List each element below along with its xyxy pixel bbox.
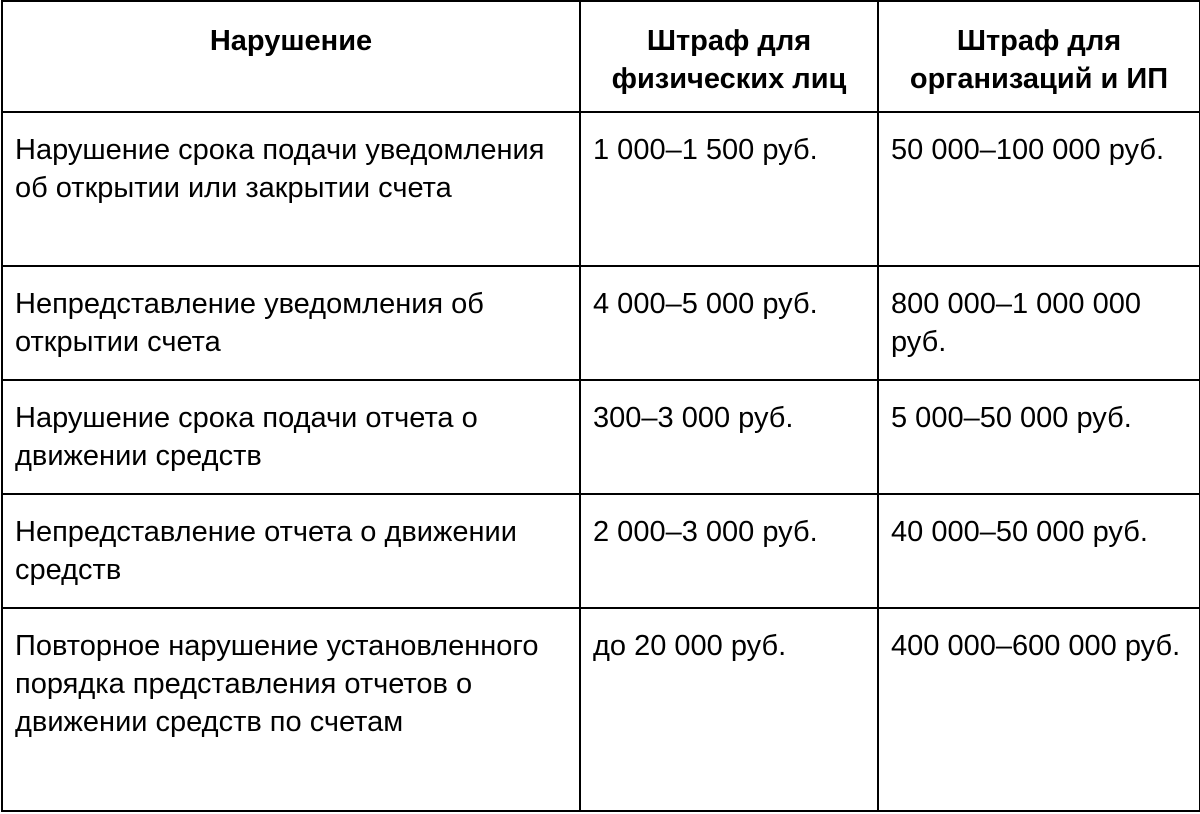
cell-fine-organizations: 50 000–100 000 руб.	[878, 112, 1200, 266]
table-row	[2, 112, 1200, 266]
cell-fine-organizations: 400 000–600 000 руб.	[878, 608, 1200, 811]
header-fine-individuals: Штраф для физических лиц	[580, 1, 878, 112]
cell-fine-individuals: 4 000–5 000 руб.	[580, 266, 878, 380]
fines-table	[1, 0, 1200, 812]
cell-fine-individuals: 1 000–1 500 руб.	[580, 112, 878, 266]
cell-fine-individuals: до 20 000 руб.	[580, 608, 878, 811]
cell-fine-organizations: 5 000–50 000 руб.	[878, 380, 1200, 494]
cell-violation: Повторное нарушение установленного порядка представления отчетов о движении средств по счетам	[2, 608, 580, 811]
header-fine-organizations: Штраф для организаций и ИП	[878, 1, 1200, 112]
cell-fine-organizations: 800 000–1 000 000 руб.	[878, 266, 1200, 380]
cell-violation: Непредставление уведомления об открытии счета	[2, 266, 580, 380]
cell-fine-organizations: 40 000–50 000 руб.	[878, 494, 1200, 608]
table-row	[2, 494, 1200, 608]
table-row	[2, 266, 1200, 380]
table-header-row	[2, 1, 1200, 112]
table-row	[2, 380, 1200, 494]
table-row	[2, 608, 1200, 811]
cell-violation: Непредставление отчета о движении средств	[2, 494, 580, 608]
cell-violation: Нарушение срока подачи уведомления об открытии или закрытии счета	[2, 112, 580, 266]
cell-fine-individuals: 300–3 000 руб.	[580, 380, 878, 494]
cell-violation: Нарушение срока подачи отчета о движении средств	[2, 380, 580, 494]
cell-fine-individuals: 2 000–3 000 руб.	[580, 494, 878, 608]
header-violation: Нарушение	[2, 1, 580, 112]
